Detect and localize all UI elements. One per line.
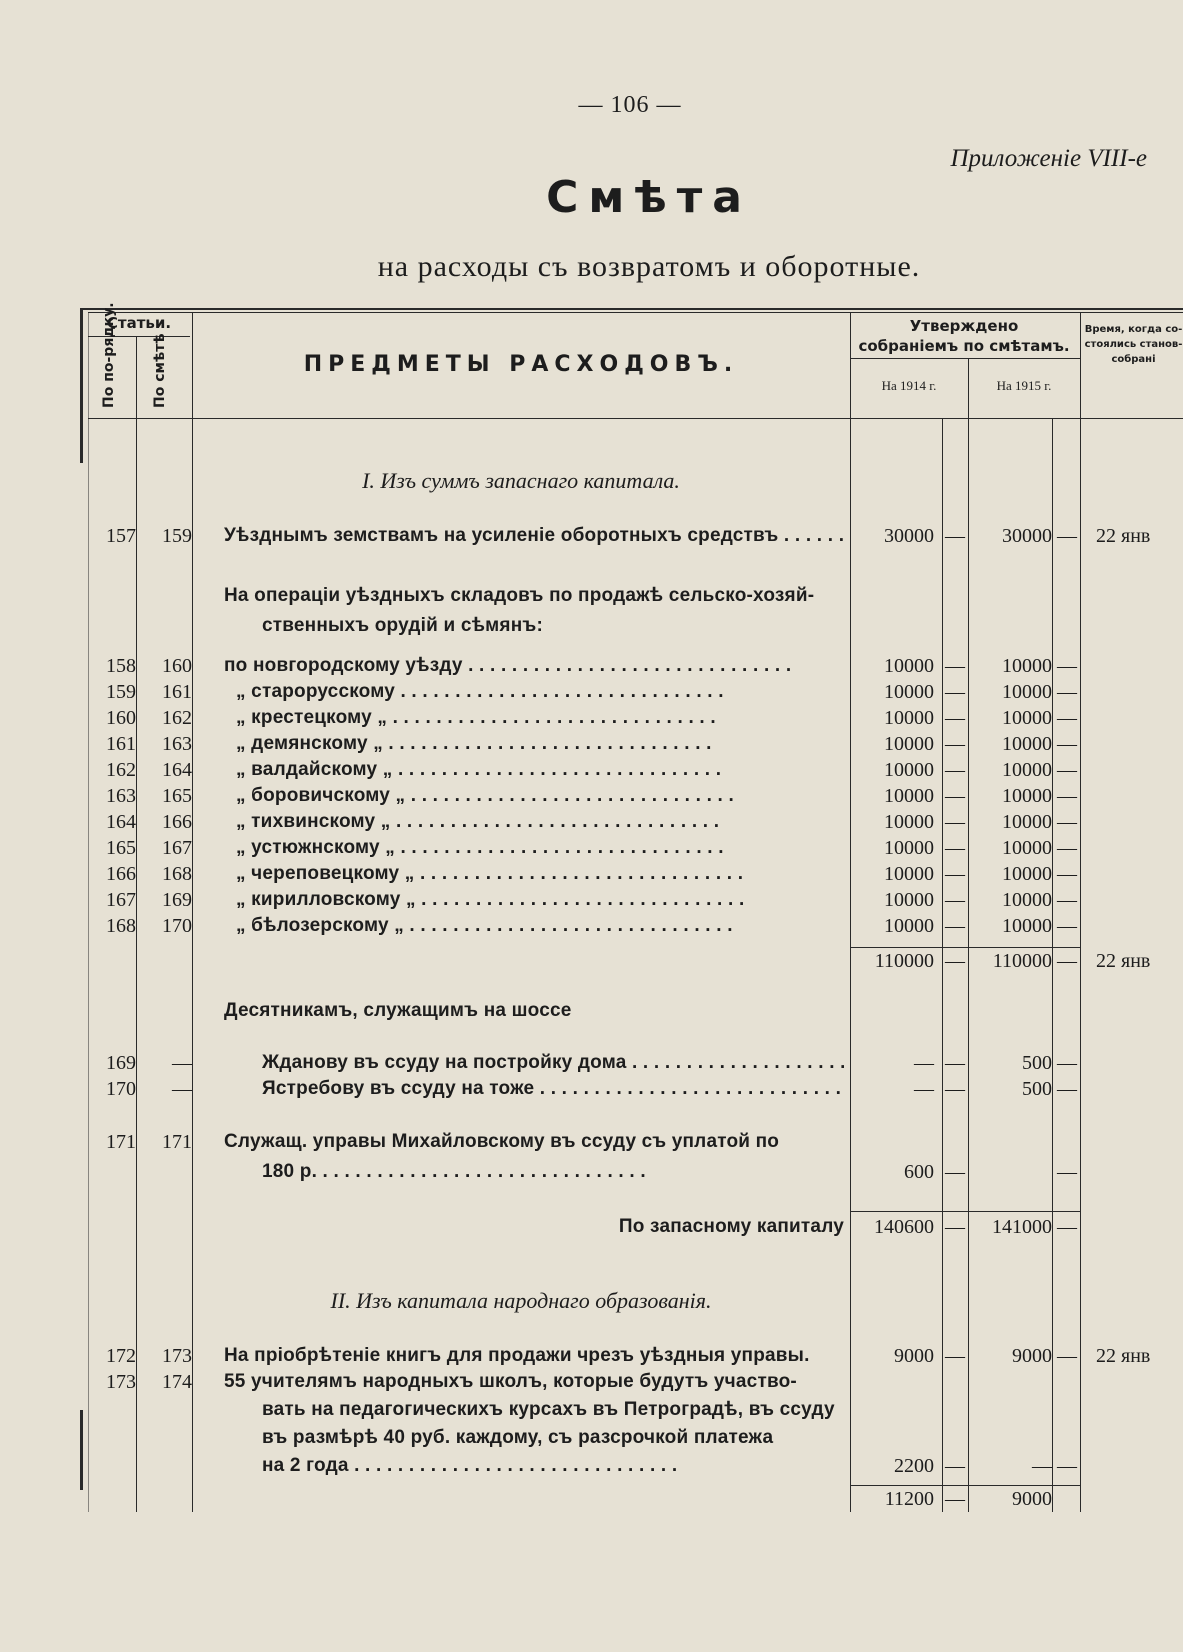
amount-1914: 10000 [884,915,934,937]
kopeck-1915: — [1057,733,1077,755]
item-description: „ устюжнскому „ . . [236,835,844,861]
amount-1914: — [914,1078,934,1100]
item-description: „ валдайскому „ . . [236,757,844,783]
estimate-number: 164 [162,759,192,781]
estimate-number: 166 [162,811,192,833]
table-row [0,809,1183,835]
item-description: Жданову въ ссуду на постройку дома . . [262,1050,844,1076]
table-row [0,1425,1183,1451]
item-description: „ демянскому „ . . [236,731,844,757]
estimate-number: 159 [162,525,192,547]
item-description: „ старорусскому . . [236,679,844,705]
amount-1915: 10000 [1002,863,1052,885]
order-number: 172 [106,1345,136,1367]
table-row [0,1050,1183,1076]
amount-1915: 10000 [1002,733,1052,755]
kopeck-1914: — [945,525,965,547]
header-year-1914: На 1914 г. [881,378,937,393]
table-row [0,783,1183,809]
kopeck-1915: — [1057,655,1077,677]
item-description: въ размѣрѣ 40 руб. каждому, съ разсрочкой платежа [262,1427,774,1448]
estimate-number: — [172,1078,192,1100]
table-row [0,705,1183,731]
kopeck-1914: — [945,811,965,833]
amount-1915: 9000 [1012,1488,1052,1510]
kopeck-1914: — [945,950,965,972]
document-title: Смѣта [546,172,752,223]
header-by-estimate: По смѣтѣ [152,333,168,408]
estimate-number: 163 [162,733,192,755]
kopeck-1915: — [1057,1161,1077,1183]
kopeck-1914: — [945,1078,965,1100]
kopeck-1914: — [945,837,965,859]
order-number: 160 [106,707,136,729]
table-row [0,1397,1183,1423]
item-description: Ястребову въ ссуду на тоже . . [262,1076,844,1102]
estimate-number: 160 [162,655,192,677]
estimate-number: 174 [162,1371,192,1393]
item-description: На пріобрѣтеніе книгъ для продажи чрезъ уѣздныя управы. [224,1345,810,1366]
kopeck-1914: — [945,915,965,937]
section-heading-reserve: I. Изъ суммъ запаснаго капитала. [362,468,680,493]
amount-1914: 10000 [884,733,934,755]
reserve-total-row [0,1214,1183,1240]
kopeck-1914: — [945,863,965,885]
kopeck-1914: — [945,1455,965,1477]
education-total-row [0,1486,1183,1512]
table-row [0,1129,1183,1155]
table-row [0,835,1183,861]
item-description: по новгородскому уѣзду . . [224,653,844,679]
kopeck-1914: — [945,681,965,703]
kopeck-1915: — [1057,785,1077,807]
kopeck-1914: — [945,1345,965,1367]
table-row [0,887,1183,913]
order-number: 161 [106,733,136,755]
estimate-number: 162 [162,707,192,729]
kopeck-1915: — [1057,1052,1077,1074]
kopeck-1915: — [1057,707,1077,729]
amount-1915: 141000 [992,1216,1052,1238]
amount-1914: 10000 [884,785,934,807]
amount-1914: 2200 [894,1455,934,1477]
amount-1915: 110000 [992,950,1052,972]
item-description: Служащ. управы Михайловскому въ ссуду съ уплатой по [224,1131,780,1152]
amount-1914: 110000 [874,950,934,972]
document-subtitle: на расходы съ возвратомъ и оборотные. [377,250,921,283]
estimate-number: 169 [162,889,192,911]
order-number: 166 [106,863,136,885]
table-row [0,679,1183,705]
item-description: ственныхъ орудій и сѣмянъ: [262,615,543,636]
order-number: 165 [106,837,136,859]
kopeck-1914: — [945,1052,965,1074]
amount-1915: 10000 [1002,811,1052,833]
item-description: 180 р. . . [262,1159,844,1185]
table-row [0,1343,1183,1369]
item-description: „ кирилловскому „ . . [236,887,844,913]
order-number: 167 [106,889,136,911]
table-row [0,653,1183,679]
kopeck-1915: — [1057,681,1077,703]
table-row [0,913,1183,939]
amount-1915: 10000 [1002,655,1052,677]
amount-1915: — [1032,1455,1052,1477]
amount-1914: 140600 [874,1216,934,1238]
kopeck-1915: — [1057,1455,1077,1477]
order-number: 170 [106,1078,136,1100]
amount-1915: 10000 [1002,759,1052,781]
order-number: 169 [106,1052,136,1074]
amount-1914: 10000 [884,811,934,833]
estimate-number: 161 [162,681,192,703]
amount-1914: 10000 [884,681,934,703]
header-articles: Статьи. [106,314,172,332]
amount-1914: 10000 [884,707,934,729]
item-description: Уѣзднымъ земствамъ на усиленіе оборотныхъ средствъ . . [224,523,844,549]
kopeck-1915: — [1057,915,1077,937]
amount-1915: 10000 [1002,915,1052,937]
kopeck-1914: — [945,759,965,781]
kopeck-1915: — [1057,863,1077,885]
order-number: 157 [106,525,136,547]
table-row [0,613,1183,639]
estimate-number: — [172,1052,192,1074]
table-row [0,861,1183,887]
item-description: „ тихвинскому „ . . [236,809,844,835]
subtotal-row [0,948,1183,974]
meeting-date: 22 янв [1096,950,1151,972]
kopeck-1915: — [1057,837,1077,859]
kopeck-1915: — [1057,1078,1077,1100]
amount-1915: 10000 [1002,707,1052,729]
estimate-number: 170 [162,915,192,937]
kopeck-1914: — [945,889,965,911]
amount-1914: — [914,1052,934,1074]
amount-1914: 10000 [884,655,934,677]
item-description: вать на педагогическихъ курсахъ въ Петроградѣ, въ ссуду [262,1399,835,1420]
item-description: Десятникамъ, служащимъ на шоссе [224,1000,572,1021]
estimate-number: 171 [162,1131,192,1153]
table-row [0,523,1183,549]
amount-1914: 10000 [884,759,934,781]
header-time-column: Время, когда со-стоялись станов-собрані [1084,324,1183,365]
table-row [0,757,1183,783]
amount-1915: 10000 [1002,837,1052,859]
table-row [0,1159,1183,1185]
item-description: По запасному капиталу [618,1216,844,1237]
kopeck-1914: — [945,1488,965,1510]
amount-1915: 10000 [1002,785,1052,807]
header-by-order: По по-рядку. [101,302,117,408]
table-row [0,998,1183,1024]
estimate-number: 173 [162,1345,192,1367]
item-description: „ бѣлозерскому „ . . [236,913,844,939]
kopeck-1914: — [945,733,965,755]
table-row [0,731,1183,757]
order-number: 168 [106,915,136,937]
kopeck-1914: — [945,1216,965,1238]
item-description: „ череповецкому „ . . [236,861,844,887]
amount-1915: 30000 [1002,525,1052,547]
table-row [0,1453,1183,1479]
kopeck-1914: — [945,707,965,729]
kopeck-1915: — [1057,950,1077,972]
amount-1915: 10000 [1002,889,1052,911]
estimate-number: 168 [162,863,192,885]
section-heading-education: II. Изъ капитала народнаго образованія. [330,1288,712,1313]
kopeck-1915: — [1057,1345,1077,1367]
appendix-label: Приложеніе VIII-е [950,145,1147,172]
kopeck-1914: — [945,1161,965,1183]
order-number: 171 [106,1131,136,1153]
order-number: 164 [106,811,136,833]
amount-1915: 9000 [1012,1345,1052,1367]
amount-1914: 10000 [884,863,934,885]
header-year-1915: На 1915 г. [996,378,1052,393]
amount-1914: 10000 [884,837,934,859]
amount-1915: 500 [1022,1078,1052,1100]
amount-1914: 9000 [894,1345,934,1367]
meeting-date: 22 янв [1096,1345,1151,1367]
table-row [0,1076,1183,1102]
amount-1914: 11200 [884,1488,934,1510]
kopeck-1915: — [1057,889,1077,911]
kopeck-1915: — [1057,811,1077,833]
kopeck-1914: — [945,785,965,807]
kopeck-1915: — [1057,1216,1077,1238]
amount-1915: 10000 [1002,681,1052,703]
order-number: 162 [106,759,136,781]
meeting-date: 22 янв [1096,525,1151,547]
order-number: 173 [106,1371,136,1393]
order-number: 163 [106,785,136,807]
estimate-number: 167 [162,837,192,859]
item-description: „ крестецкому „ . . [236,705,844,731]
item-description: На операціи уѣздныхъ складовъ по продажѣ сельско-хозяй- [224,585,815,606]
amount-1915: 500 [1022,1052,1052,1074]
item-description: на 2 года . . [262,1453,844,1479]
amount-1914: 10000 [884,889,934,911]
header-items: ПРЕДМЕТЫ РАСХОДОВЪ. [303,352,739,377]
kopeck-1914: — [945,655,965,677]
estimate-number: 165 [162,785,192,807]
table-row [0,583,1183,609]
item-description: 55 учителямъ народныхъ школъ, которые будутъ участво- [224,1371,797,1392]
kopeck-1915: — [1057,525,1077,547]
header-approved: Утверждено собраніемъ по смѣтамъ. [858,317,1070,355]
order-number: 159 [106,681,136,703]
order-number: 158 [106,655,136,677]
table-row [0,1369,1183,1395]
kopeck-1915: — [1057,759,1077,781]
item-description: „ боровичскому „ . . [236,783,844,809]
amount-1914: 30000 [884,525,934,547]
amount-1914: 600 [904,1161,934,1183]
page-number: — 106 — [578,92,682,118]
